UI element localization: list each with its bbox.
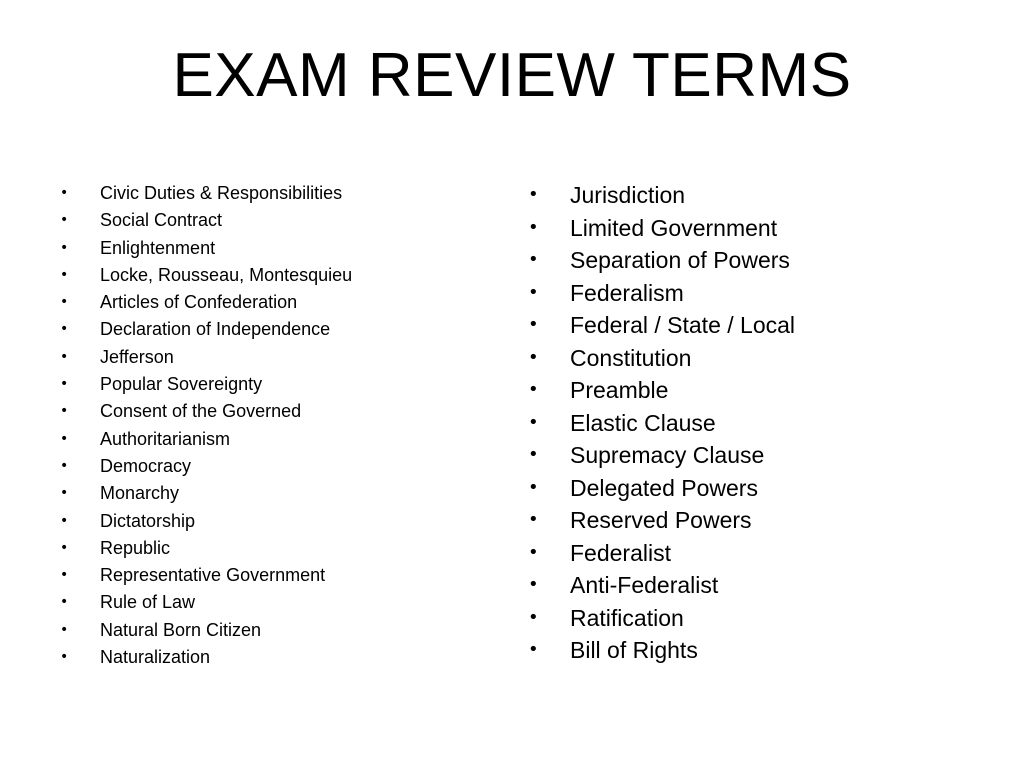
slide-title: EXAM REVIEW TERMS [172, 41, 852, 110]
bullet-icon: • [528, 509, 539, 530]
list-item [528, 602, 988, 635]
term-text: Limited Government [570, 214, 778, 241]
list-item [528, 212, 988, 245]
term-text: Authoritarianism [100, 428, 231, 449]
term-text: Federal / State / Local [570, 312, 796, 338]
list-item [60, 316, 480, 343]
list-item [60, 207, 480, 234]
term-text: Republic [100, 537, 171, 558]
bullet-icon: • [528, 379, 539, 400]
list-item [528, 309, 988, 342]
bullet-icon: • [528, 411, 539, 433]
bullet-icon: • [60, 512, 69, 529]
list-item [528, 504, 988, 537]
bullet-icon: • [60, 294, 69, 311]
bullet-icon: • [60, 621, 69, 638]
bullet-icon: • [528, 574, 539, 595]
term-text: Bill of Rights [570, 637, 698, 663]
list-item [528, 537, 988, 570]
bullet-icon: • [528, 476, 539, 498]
bullet-icon: • [60, 376, 69, 393]
term-text: Locke, Rousseau, Montesquieu [100, 264, 353, 285]
term-text: Natural Born Citizen [100, 619, 262, 640]
list-item [60, 235, 480, 262]
term-text: Popular Sovereignty [100, 374, 263, 395]
term-text: Social Contract [100, 210, 223, 231]
bullet-icon: • [60, 239, 69, 256]
term-text: Preamble [570, 377, 669, 403]
bullet-icon: • [528, 281, 539, 303]
term-text: Federalist [570, 539, 671, 566]
bullet-icon: • [60, 567, 69, 584]
term-text: Ratification [570, 604, 684, 631]
list-item [60, 398, 480, 425]
bullet-icon: • [60, 348, 69, 365]
list-item [60, 589, 480, 616]
term-text: Representative Government [100, 565, 326, 586]
term-text: Consent of the Governed [100, 401, 302, 422]
term-text: Jurisdiction [570, 182, 686, 208]
bullet-icon: • [60, 594, 69, 611]
list-item [528, 634, 988, 667]
term-text: Democracy [100, 455, 192, 476]
bullet-icon: • [528, 346, 539, 368]
bullet-icon: • [528, 314, 539, 335]
list-item [60, 262, 480, 289]
term-text: Elastic Clause [570, 409, 716, 436]
bullet-icon: • [60, 185, 69, 201]
bullet-icon: • [60, 457, 69, 474]
term-text: Civic Duties & Responsibilities [100, 183, 343, 203]
list-item [60, 426, 480, 453]
list-item [60, 508, 480, 535]
list-item [60, 371, 480, 398]
term-text: Naturalization [100, 647, 211, 668]
term-text: Declaration of Independence [100, 319, 331, 340]
list-item [528, 374, 988, 407]
term-text: Separation of Powers [570, 247, 790, 273]
list-item [528, 439, 988, 472]
term-text: Rule of Law [100, 592, 196, 613]
term-text: Delegated Powers [570, 474, 758, 501]
list-item [528, 569, 988, 602]
term-text: Jefferson [100, 346, 174, 367]
list-item [528, 342, 988, 375]
list-item [528, 244, 988, 277]
list-item [60, 480, 480, 507]
list-item [528, 407, 988, 440]
list-item [528, 179, 988, 212]
bullet-icon: • [528, 184, 539, 205]
list-item [60, 289, 480, 316]
bullet-icon: • [528, 541, 539, 563]
list-item [60, 562, 480, 589]
bullet-icon: • [60, 321, 69, 338]
term-text: Federalism [570, 279, 684, 306]
list-item [528, 472, 988, 505]
list-item [60, 535, 480, 562]
term-text: Reserved Powers [570, 507, 752, 533]
list-item [60, 617, 480, 644]
bullet-icon: • [60, 649, 69, 666]
bullet-icon: • [528, 639, 539, 660]
term-text: Supremacy Clause [570, 442, 765, 468]
list-item [528, 277, 988, 310]
term-text: Dictatorship [100, 510, 196, 531]
term-text: Anti-Federalist [570, 572, 719, 598]
bullet-icon: • [60, 430, 69, 447]
bullet-icon: • [528, 249, 539, 270]
term-text: Enlightenment [100, 237, 216, 258]
bullet-icon: • [60, 403, 69, 420]
list-item [60, 644, 480, 671]
bullet-icon: • [528, 216, 539, 238]
bullet-icon: • [60, 485, 69, 502]
bullet-icon: • [60, 212, 69, 229]
list-item [60, 344, 480, 371]
bullet-icon: • [528, 444, 539, 465]
term-text: Articles of Confederation [100, 292, 298, 313]
bullet-icon: • [528, 606, 539, 628]
list-item [60, 180, 480, 207]
right-term-list [528, 179, 988, 667]
list-item [60, 453, 480, 480]
left-term-list [60, 180, 480, 671]
bullet-icon: • [60, 539, 69, 556]
term-text: Constitution [570, 344, 692, 371]
bullet-icon: • [60, 266, 69, 283]
term-text: Monarchy [100, 483, 180, 504]
